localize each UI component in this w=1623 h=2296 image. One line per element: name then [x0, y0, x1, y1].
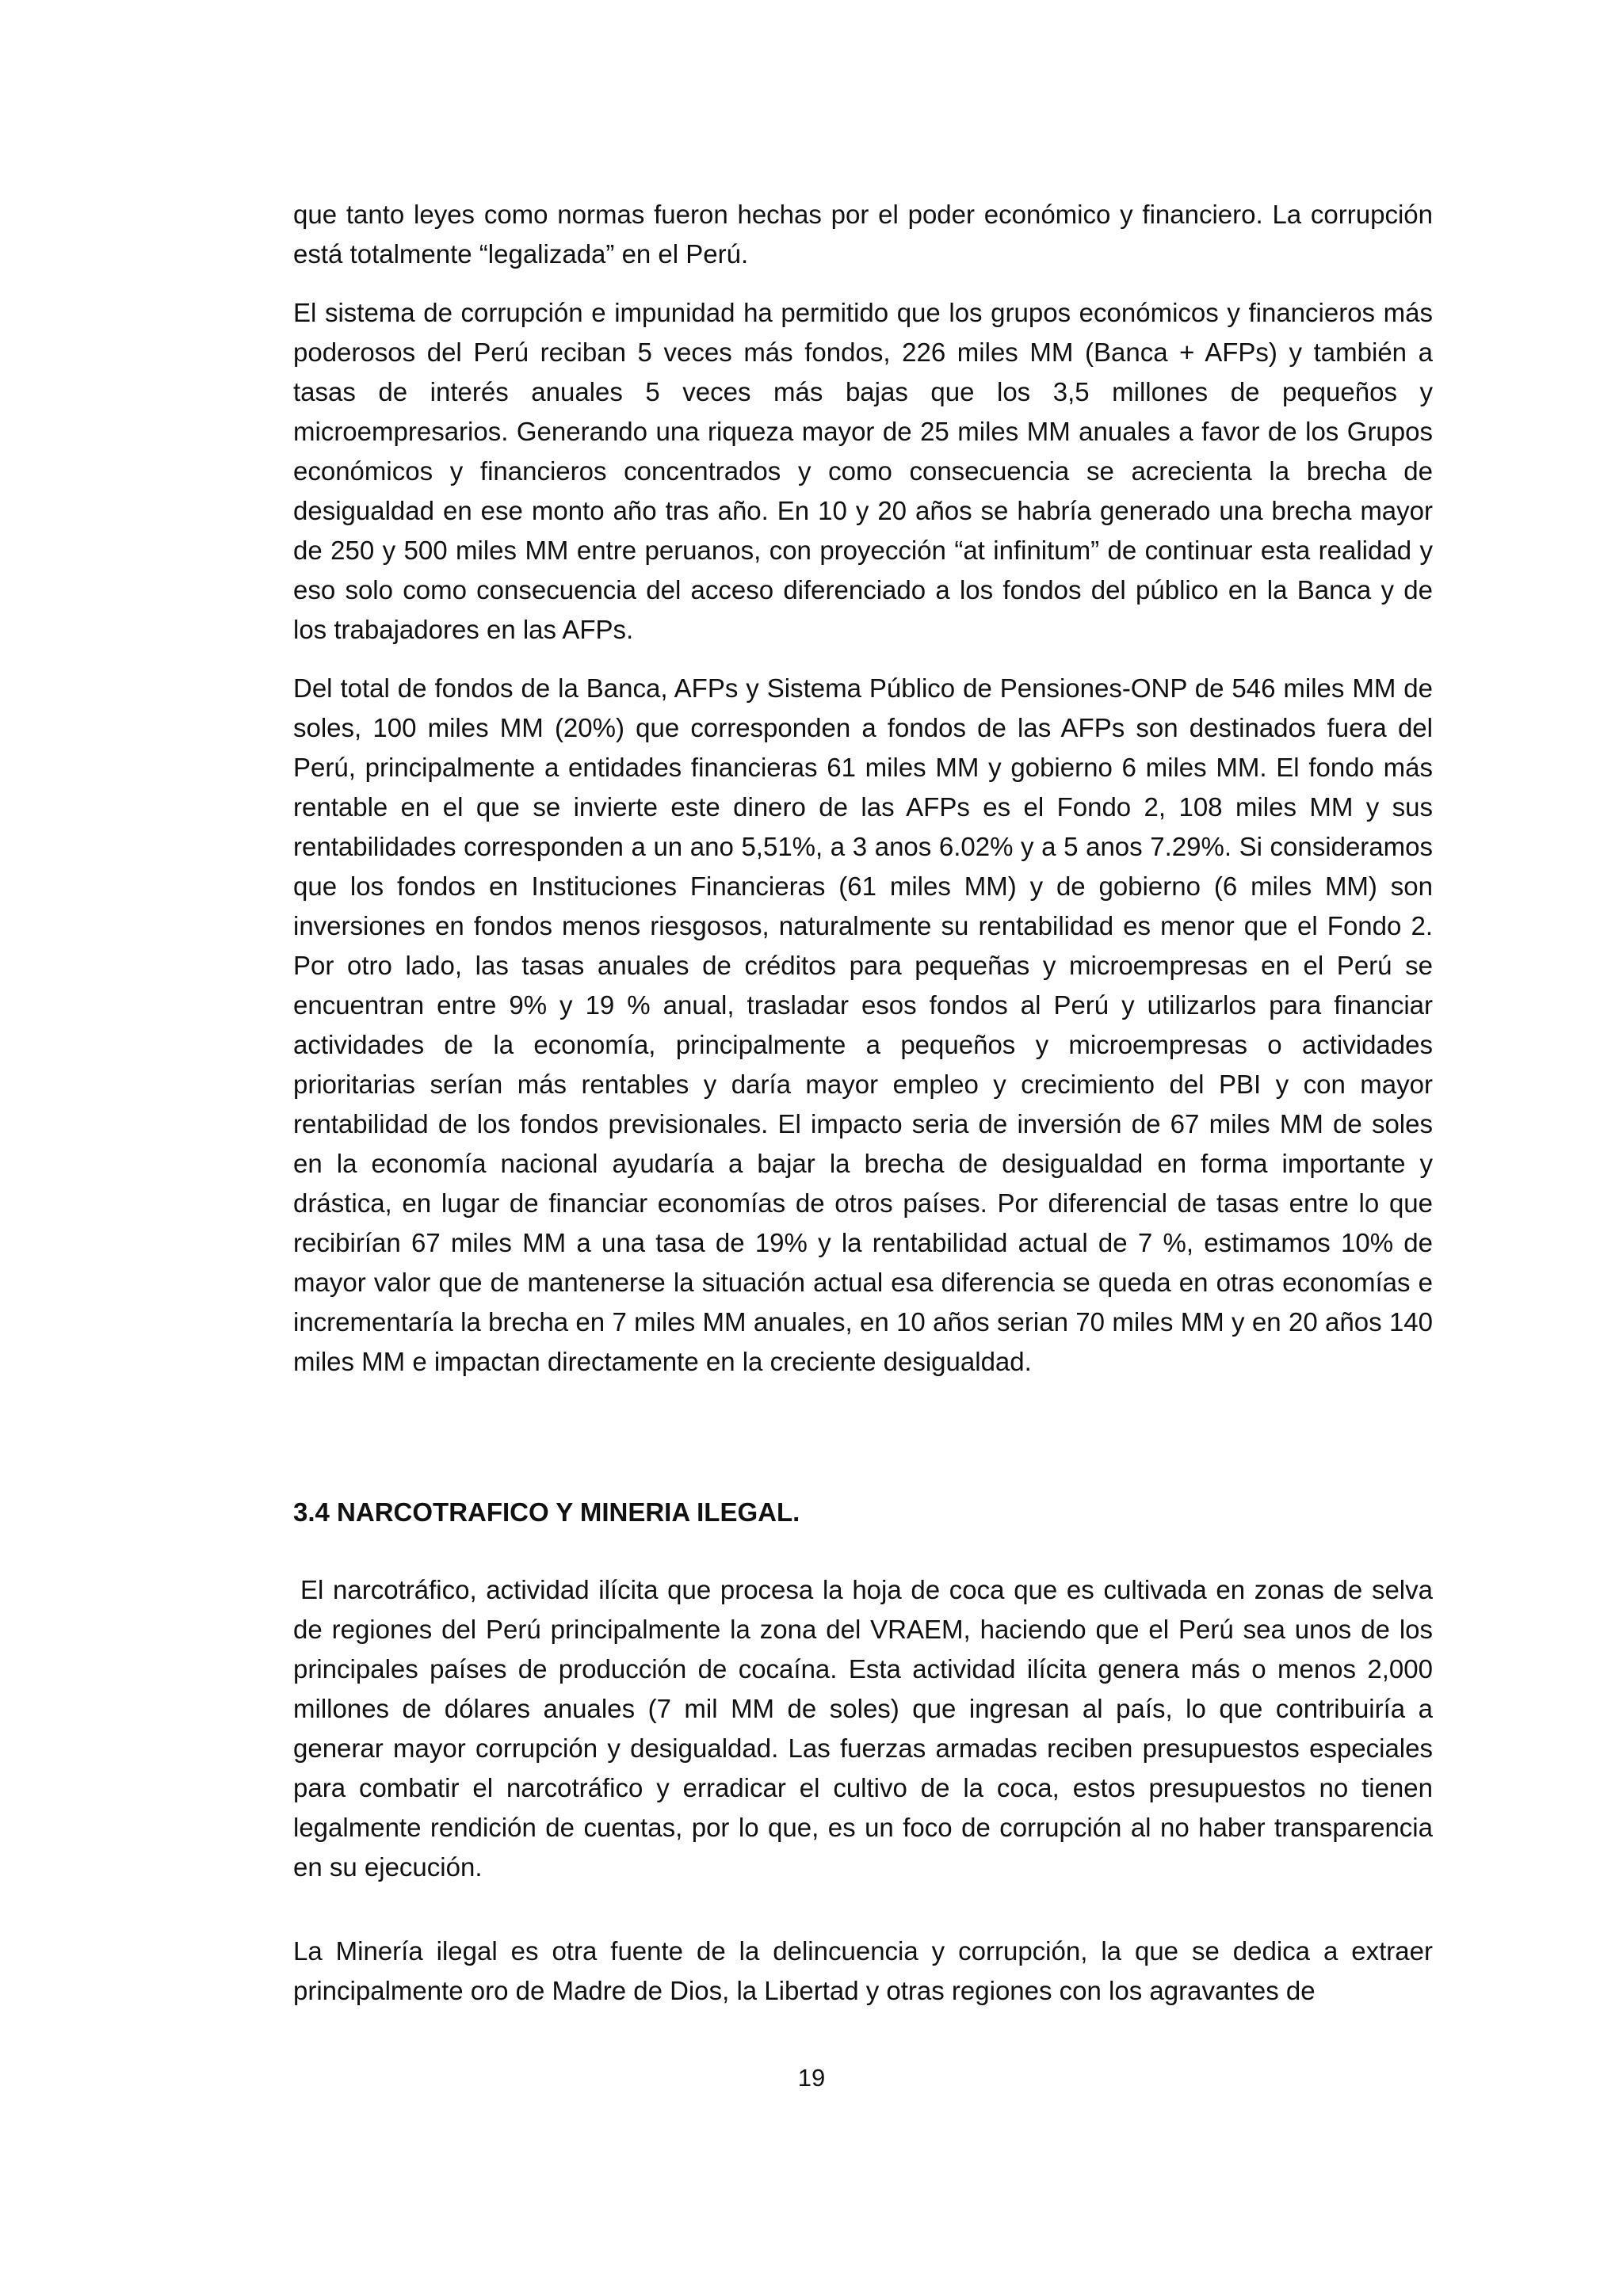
document-page — [293, 195, 1433, 2030]
section-heading: 3.4 NARCOTRAFICO Y MINERIA ILEGAL. — [293, 1497, 800, 1527]
paragraph-afp-funds: Del total de fondos de la Banca, AFPs y Sistema Público de Pensiones-ONP de 546 miles MM de soles, 100 miles MM (20%) que corresponden a fondos de las AFPs son destinados fuera del Perú, principalmente a entidades financieras 61 miles MM y gobierno 6 miles MM. El fondo más rentable en el que se invierte este dinero de las AFPs es el Fondo 2, 108 miles MM y sus rentabilidades corresponden a un ano 5,51%, a 3 anos 6.02% y a 5 anos 7.29%. Si consideramos que los fondos en Instituciones Financieras (61 miles MM) y de gobierno (6 miles MM) son inversiones en fondos menos riesgosos, naturalmente su rentabilidad es menor que el Fondo 2. Por otro lado, las tasas anuales de créditos para pequeñas y microempresas en el Perú se encuentran entre 9% y 19 % anual, trasladar esos fondos al Perú y utilizarlos para financiar actividades de la economía, principalmente a pequeños y microempresas o actividades prioritarias serían más rentables y daría mayor empleo y crecimiento del PBI y con mayor rentabilidad de los fondos previsionales. El impacto seria de inversión de 67 miles MM de soles en la economía nacional ayudaría a bajar la brecha de desigualdad en forma importante y drástica, en lugar de financiar economías de otros países. Por diferencial de tasas entre lo que recibirían 67 miles MM a una tasa de 19% y la rentabilidad actual de 7 %, estimamos 10% de mayor valor que de mantenerse la situación actual esa diferencia se queda en otras economías e incrementaría la brecha en 7 miles MM anuales, en 10 años serian 70 miles MM y en 20 años 140 miles MM e impactan directamente en la creciente desigualdad. — [293, 673, 1433, 1376]
page-number: 19 — [797, 2064, 826, 2092]
paragraph-mineria-ilegal: La Minería ilegal es otra fuente de la delincuencia y corrupción, la que se dedica a extraer principalmente oro de Madre de Dios, la Libertad y otras regiones con los agravantes de — [293, 1936, 1433, 2005]
paragraph-corruption-impunity: El sistema de corrupción e impunidad ha permitido que los grupos económicos y financieros más poderosos del Perú reciban 5 veces más fondos, 226 miles MM (Banca + AFPs) y también a tasas de interés anuales 5 veces más bajas que los 3,5 millones de pequeños y microempresarios. Generando una riqueza mayor de 25 miles MM anuales a favor de los Grupos económicos y financieros concentrados y como consecuencia se acrecienta la brecha de desigualdad en ese monto año tras año. En 10 y 20 años se habría generado una brecha mayor de 250 y 500 miles MM entre peruanos, con proyección “at infinitum” de continuar esta realidad y eso solo como consecuencia del acceso diferenciado a los fondos del público en la Banca y de los trabajadores en las AFPs. — [293, 298, 1433, 644]
paragraph-corruption-legalized: que tanto leyes como normas fueron hechas por el poder económico y financiero. La corrupción está totalmente “legalizada” en el Perú. — [293, 200, 1433, 269]
paragraph-narcotrafico: El narcotráfico, actividad ilícita que procesa la hoja de coca que es cultivada en zonas de selva de regiones del Perú principalmente la zona del VRAEM, haciendo que el Perú sea unos de los principales países de producción de cocaína. Esta actividad ilícita genera más o menos 2,000 millones de dólares anuales (7 mil MM de soles) que ingresan al país, lo que contribuiría a generar mayor corrupción y desigualdad. Las fuerzas armadas reciben presupuestos especiales para combatir el narcotráfico y erradicar el cultivo de la coca, estos presupuestos no tienen legalmente rendición de cuentas, por lo que, es un foco de corrupción al no haber transparencia en su ejecución. — [293, 1575, 1433, 1882]
